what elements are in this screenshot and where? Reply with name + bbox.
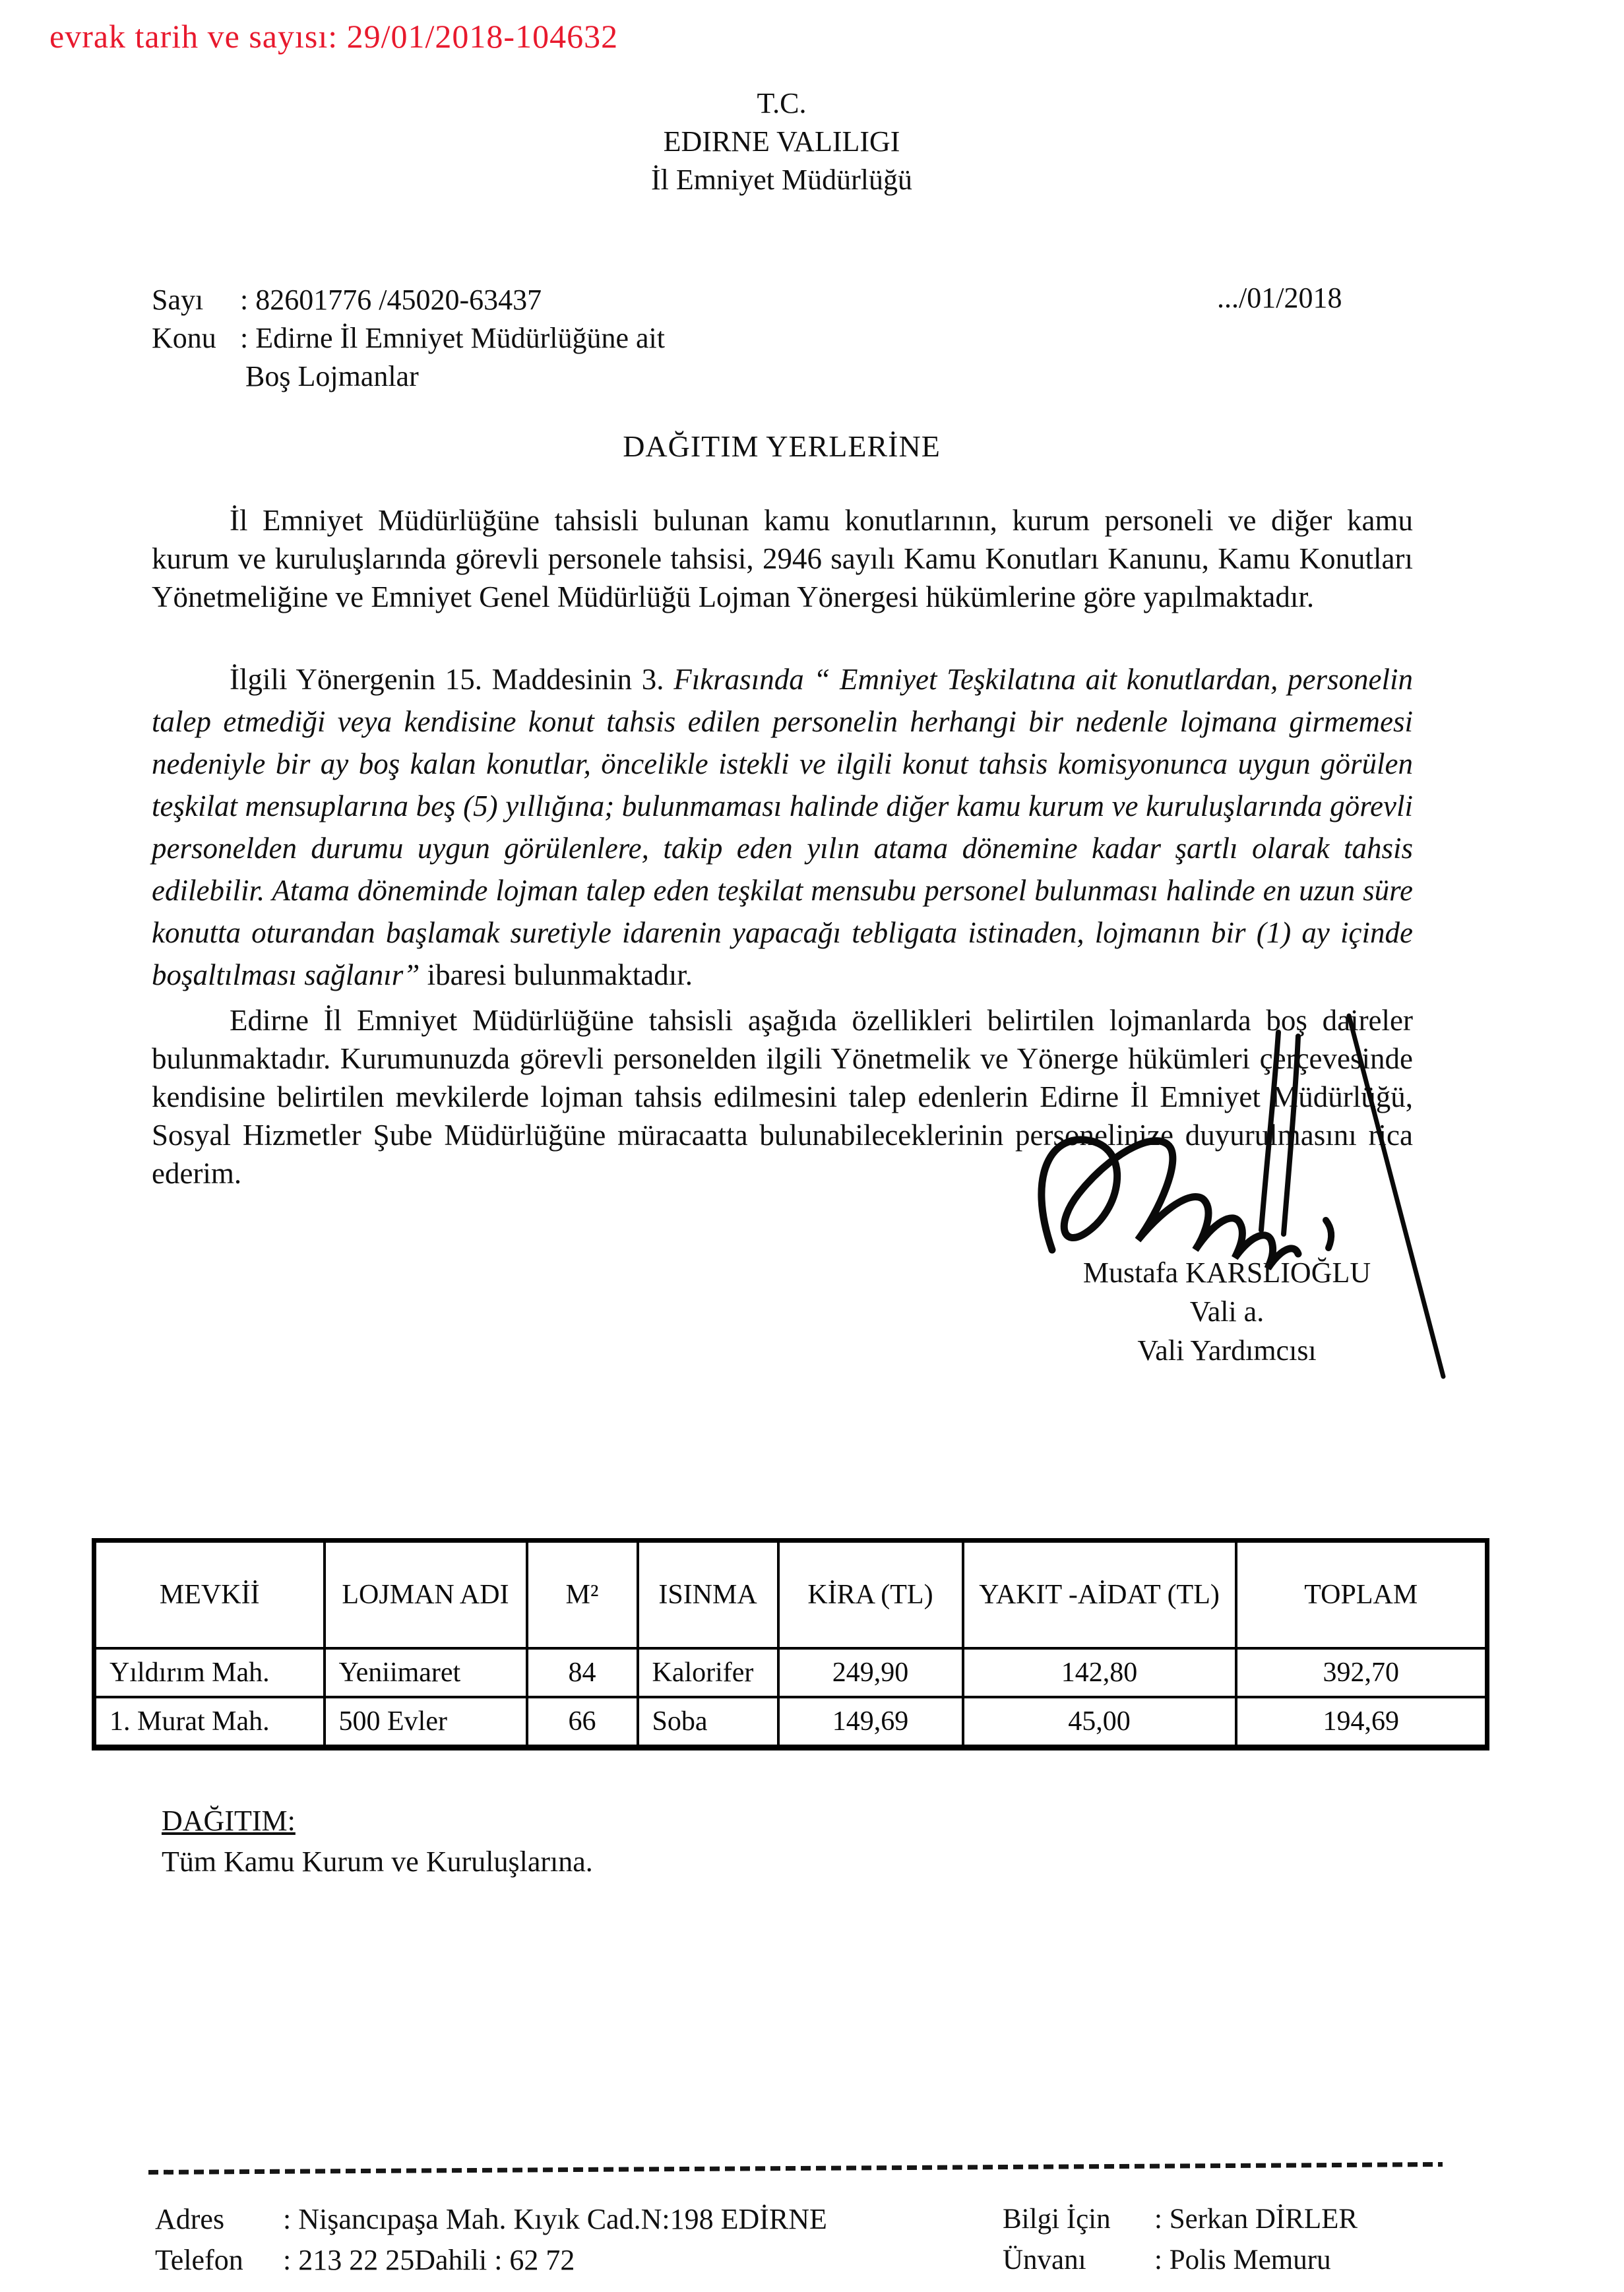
adres-row	[155, 2199, 827, 2240]
cell-mevkii: 1. Murat Mah.	[94, 1697, 325, 1748]
telefon-row	[155, 2240, 827, 2281]
col-yakit-aidat: YAKIT -AİDAT (TL)	[963, 1541, 1236, 1649]
bilgi-icin-label: Bilgi İçin	[1003, 2204, 1111, 2235]
cell-toplam: 392,70	[1236, 1648, 1487, 1697]
footer-right-block	[1003, 2199, 1358, 2281]
adres-label: Adres	[155, 2203, 225, 2235]
signature-block	[1029, 1253, 1425, 1370]
cell-isinma: Kalorifer	[638, 1648, 778, 1697]
cell-toplam: 194,69	[1236, 1697, 1487, 1748]
konu-label: Konu	[152, 322, 216, 354]
konu-value: : Edirne İl Emniyet Müdürlüğüne ait	[240, 322, 665, 354]
cell-lojman-adi: 500 Evler	[325, 1697, 527, 1748]
reference-block	[152, 281, 665, 396]
sayi-value: : 82601776 /45020-63437	[240, 284, 542, 316]
letterhead	[152, 84, 1412, 199]
table-header-row	[94, 1541, 1487, 1649]
paragraph-3: Edirne İl Emniyet Müdürlüğüne tahsisli aşağıda özellikleri belirtilen lojmanlarda boş daireler bulunmaktadır. Kurumunuzda görevli personelden ilgili Yönetmelik ve Yönerge hükümleri çerçevesinde kendisine belirtilen mevkilerde lojman tahsis edilmesini talep edenlerin Edirne İl Emniyet Müdürlüğü, Sosyal Hizmetler Şube Müdürlüğüne müracaatta bulunabileceklerinin personelinize duyurulmasını rica ederim.	[152, 1004, 1413, 1190]
cell-yakit-aidat: 45,00	[963, 1697, 1236, 1748]
signer-name: Mustafa KARSLIOĞLU	[1082, 1256, 1371, 1289]
footer-left-block	[155, 2199, 827, 2281]
letterhead-tc: T.C.	[757, 87, 807, 119]
table-row	[94, 1648, 1487, 1697]
unvan-value: : Polis Memuru	[1154, 2245, 1331, 2276]
document-date: .../01/2018	[1217, 282, 1342, 314]
paragraph-2	[152, 658, 1413, 996]
cell-m2: 84	[527, 1648, 638, 1697]
telefon-label: Telefon	[155, 2244, 243, 2276]
sayi-row	[152, 281, 665, 319]
cell-isinma: Soba	[638, 1697, 778, 1748]
cell-mevkii: Yıldırım Mah.	[94, 1648, 325, 1697]
konu-value-line2: Boş Lojmanlar	[245, 360, 419, 392]
paragraph-2-quote: Fıkrasında “ Emniyet Teşkilatına ait konutlardan, personelin talep etmediği veya kendisine konut tahsis edilen personelin herhangi bir nedenle lojmana girmemesi nedeniyle bir ay boş kalan konutlar, öncelikle istekli ve ilgili konut tahsis komisyonunca uygun görülen teşkilat mensuplarına beş (5) yıllığına; bulunmaması halinde diğer kamu kurum ve kuruluşlarında görevli personelden durumu uygun görülenlere, takip eden yılın atama dönemine kadar şartlı olarak tahsis edilebilir. Atama döneminde lojman talep eden teşkilat mensubu personel bulunması halinde en uzun süre konutta oturandan başlamak suretiyle idarenin yapacağı tebligata istinaden, lojmanın bir (1) ay içinde boşaltılması sağlanır”	[152, 663, 1414, 991]
bilgi-icin-value: : Serkan DİRLER	[1154, 2204, 1358, 2235]
dagitim-line: Tüm Kamu Kurum ve Kuruluşlarına.	[162, 1845, 593, 1878]
unvan-label: Ünvanı	[1003, 2245, 1086, 2276]
unvan-row	[1003, 2240, 1358, 2281]
telefon-value: : 213 22 25Dahili : 62 72	[283, 2244, 575, 2276]
paragraph-2-tail: ibaresi bulunmaktadır.	[427, 958, 693, 991]
sayi-label: Sayı	[152, 284, 204, 316]
adres-value: : Nişancıpaşa Mah. Kıyık Cad.N:198 EDİRNE	[283, 2203, 827, 2235]
col-isinma: ISINMA	[638, 1541, 778, 1649]
cell-yakit-aidat: 142,80	[963, 1648, 1236, 1697]
signer-title-2: Vali Yardımcısı	[1137, 1334, 1317, 1367]
cell-kira: 249,90	[778, 1648, 963, 1697]
cell-kira: 149,69	[778, 1697, 963, 1748]
col-lojman-adi: LOJMAN ADI	[325, 1541, 527, 1649]
dagitim-title: DAĞITIM:	[162, 1805, 296, 1837]
distribution-heading: DAĞITIM YERLERİNE	[623, 429, 941, 463]
cell-m2: 66	[527, 1697, 638, 1748]
dagitim-block	[162, 1801, 593, 1882]
paragraph-1: İl Emniyet Müdürlüğüne tahsisli bulunan kamu konutlarının, kurum personeli ve diğer kamu kurum ve kuruluşlarında görevli personele tahsisi, 2946 sayılı Kamu Konutları Kanunu, Kamu Konutları Yönetmeliğine ve Emniyet Genel Müdürlüğü Lojman Yönergesi hükümlerine göre yapılmaktadır.	[152, 504, 1413, 613]
lojman-table	[92, 1538, 1489, 1750]
footer-separator	[148, 2162, 1443, 2175]
letterhead-valilik: EDIRNE VALILIGI	[663, 125, 900, 158]
col-m2: M²	[527, 1541, 638, 1649]
table-row	[94, 1697, 1487, 1748]
letterhead-mudurluk: İl Emniyet Müdürlüğü	[651, 164, 912, 196]
bilgi-icin-row	[1003, 2199, 1358, 2240]
col-toplam: TOPLAM	[1236, 1541, 1487, 1649]
paragraph-2-intro: İlgili Yönergenin 15. Maddesinin 3.	[230, 663, 674, 696]
signer-title-1: Vali a.	[1189, 1295, 1265, 1328]
konu-row	[152, 319, 665, 357]
col-mevkii: MEVKİİ	[94, 1541, 325, 1649]
col-kira: KİRA (TL)	[778, 1541, 963, 1649]
cell-lojman-adi: Yeniimaret	[325, 1648, 527, 1697]
evrak-stamp: evrak tarih ve sayısı: 29/01/2018-104632	[49, 18, 619, 55]
